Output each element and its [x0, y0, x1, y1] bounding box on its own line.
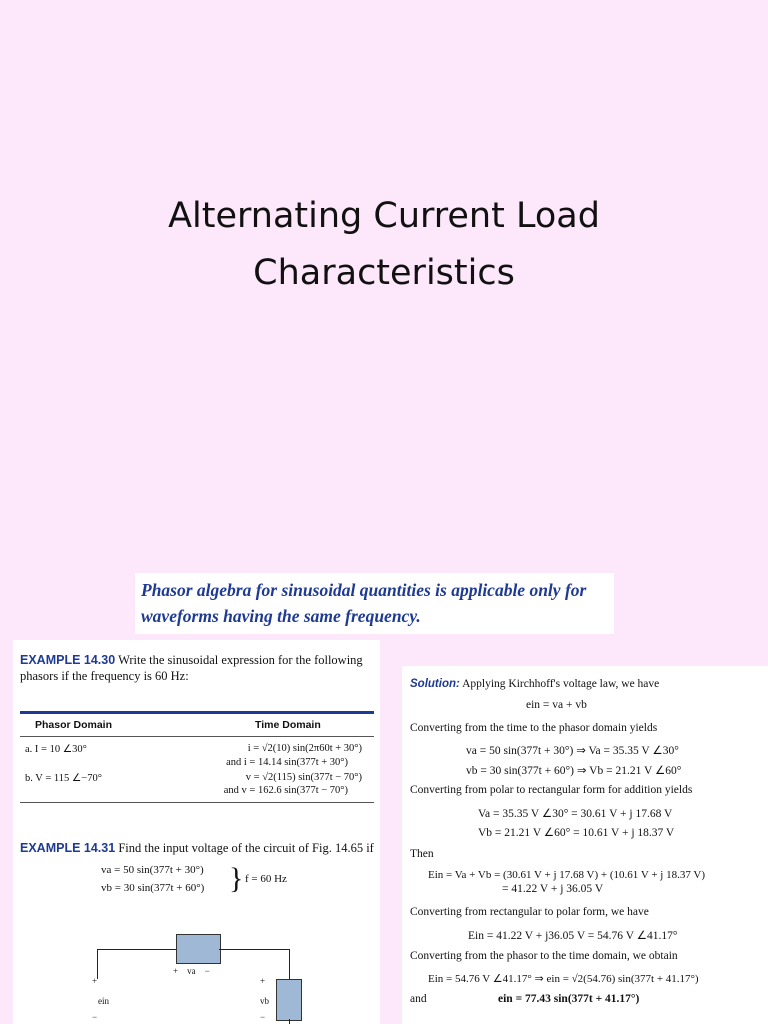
solution-label: Solution: [410, 678, 460, 690]
example-31-eq2: vb = 30 sin(377t + 60°) [101, 882, 205, 894]
example-31-number: EXAMPLE 14.31 [20, 841, 116, 855]
then-text: Then [410, 848, 434, 860]
then-eq2: = 41.22 V + j 36.05 V [502, 883, 604, 895]
brace-symbol: } [229, 862, 244, 895]
example-31-text: Find the input voltage of the circuit of Fig. 14.65 if [115, 841, 374, 855]
example-30-number: EXAMPLE 14.30 [20, 653, 116, 667]
example-31-eq1: va = 50 sin(377t + 30°) [101, 864, 204, 876]
circuit-wire-top-left [97, 949, 177, 950]
example-panel [13, 640, 380, 1024]
table-header-phasor: Phasor Domain [35, 719, 113, 731]
row-a-phasor: a. I = 10 ∠30° [25, 744, 87, 755]
callout-line1: Phasor algebra for sinusoidal quantities is applicable only for [141, 580, 587, 600]
circuit-wire-top-right [219, 949, 289, 950]
step1-eq2: vb = 30 sin(377t + 60°) ⇒ Vb = 21.21 V ∠60° [466, 765, 682, 777]
final-answer: ein = 77.43 sin(377t + 41.17°) [498, 993, 640, 1005]
circuit-wire-right-bottom [289, 1019, 290, 1024]
example-30-text2: phasors if the frequency is 60 Hz: [20, 669, 189, 683]
table-header-rule [20, 736, 374, 737]
row-b-phasor: b. V = 115 ∠−70° [25, 773, 102, 784]
circuit-wire-left [97, 949, 98, 979]
row-b-time1: v = √2(115) sin(377t − 70°) [245, 772, 362, 783]
slide-title-line1: Alternating Current Load [168, 196, 600, 236]
label-ein: ein [98, 996, 109, 1006]
step1-eq1: va = 50 sin(377t + 30°) ⇒ Va = 35.35 V ∠30° [466, 745, 679, 757]
step3-eq: Ein = 41.22 V + j36.05 V = 54.76 V ∠41.17° [468, 930, 678, 942]
step4-text: Converting from the phasor to the time domain, we obtain [410, 950, 678, 962]
source-vb-box [276, 979, 302, 1021]
source-va-box [176, 934, 221, 964]
slide-title [0, 188, 768, 302]
example-31-freq: f = 60 Hz [245, 873, 287, 885]
vb-minus: − [260, 1012, 266, 1022]
step3-text: Converting from rectangular to polar form, we have [410, 906, 649, 918]
example-30-text1: Write the sinusoidal expression for the following [115, 653, 363, 667]
circuit-wire-right [289, 949, 290, 979]
terminal-plus: + [92, 976, 98, 986]
table-header-time: Time Domain [255, 719, 321, 731]
vb-plus: + [260, 976, 266, 986]
slide-title-line2: Characteristics [253, 253, 515, 293]
solution-intro [410, 678, 659, 690]
table-bottom-rule [20, 802, 374, 803]
phasor-note-callout [135, 573, 614, 634]
step1-text: Converting from the time to the phasor domain yields [410, 722, 658, 734]
then-eq1: Ein = Va + Vb = (30.61 V + j 17.68 V) + (10.61 V + j 18.37 V) [428, 869, 705, 881]
example-30-heading [20, 652, 363, 669]
terminal-minus: − [92, 1012, 98, 1022]
step2-eq1: Va = 35.35 V ∠30° = 30.61 V + j 17.68 V [478, 808, 673, 820]
solution-intro-text: Applying Kirchhoff's voltage law, we have [459, 678, 660, 690]
step2-text: Converting from polar to rectangular form for addition yields [410, 784, 693, 796]
row-a-time1: i = √2(10) sin(2π60t + 30°) [247, 743, 362, 754]
example-31-heading [20, 840, 374, 857]
row-b-time2: and v = 162.6 sin(377t − 70°) [223, 785, 348, 796]
label-vb: vb [260, 996, 269, 1006]
row-a-time2: and i = 14.14 sin(377t + 30°) [226, 757, 348, 768]
kvl-equation: ein = va + vb [526, 699, 587, 711]
step2-eq2: Vb = 21.21 V ∠60° = 10.61 V + j 18.37 V [478, 827, 675, 839]
table-top-rule [20, 711, 374, 714]
step4-eq: Ein = 54.76 V ∠41.17° ⇒ ein = √2(54.76) sin(377t + 41.17°) [428, 973, 699, 985]
solution-panel [402, 666, 768, 1024]
and-text: and [410, 993, 427, 1005]
label-va: + va − [173, 966, 210, 976]
callout-line2: waveforms having the same frequency. [141, 606, 421, 626]
